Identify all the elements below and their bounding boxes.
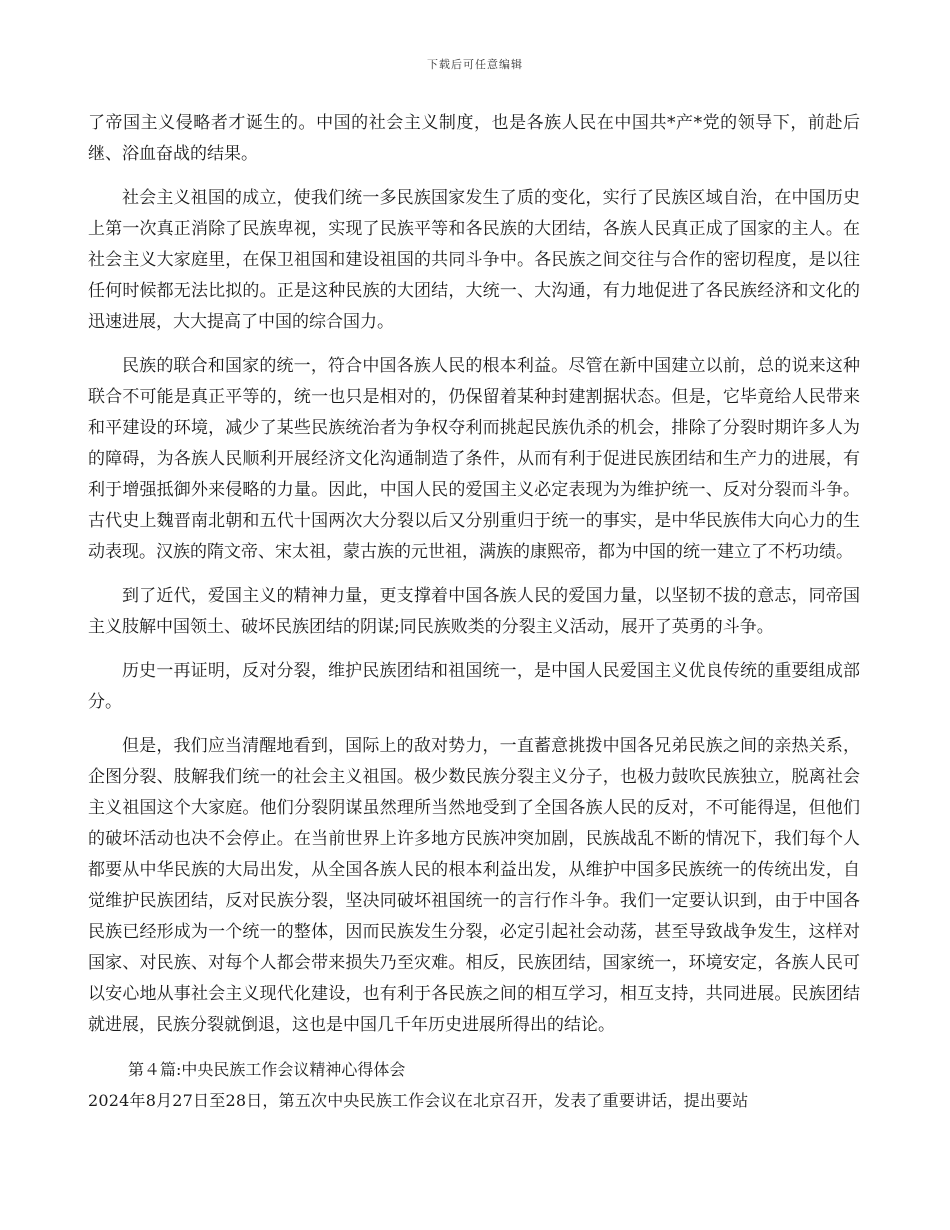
paragraph-1: 了帝国主义侵略者才诞生的。中国的社会主义制度，也是各族人民在中国共*产*党的领导下，前赴后继、浴血奋战的结果。 <box>88 113 860 164</box>
page-header: 下载后可任意编辑 <box>427 58 523 71</box>
document-body <box>88 108 860 1116</box>
paragraph-6: 但是，我们应当清醒地看到，国际上的敌对势力，一直蓄意挑拨中国各兄弟民族之间的亲热关系，企图分裂、肢解我们统一的社会主义祖国。极少数民族分裂主义分子，也极力鼓吹民族独立，脱离社会主义祖国这个大家庭。他们分裂阴谋虽然理所当然地受到了全国各族人民的反对，不可能得逞，但他们的破坏活动也决不会停止。在当前世界上许多地方民族冲突加剧，民族战乱不断的情况下，我们每个人都要从中华民族的大局出发，从全国各族人民的根本利益出发，从维护中国多民族统一的传统出发，自觉维护民族团结，反对民族分裂，坚决同破坏祖国统一的言行作斗争。我们一定要认识到，由于中国各民族已经形成为一个统一的整体，因而民族发生分裂，必定引起社会动荡，甚至导致战争发生，这样对国家、对民族、对每个人都会带来损失乃至灾难。相反，民族团结，国家统一，环境安定，各族人民可以安心地从事社会主义现代化建设，也有利于各民族之间的相互学习，相互支持，共同进展。民族团结就进展，民族分裂就倒退，这也是中国几千年历史进展所得出的结论。 <box>88 736 860 1035</box>
paragraph-5: 历史一再证明，反对分裂，维护民族团结和祖国统一，是中国人民爱国主义优良传统的重要组成部分。 <box>88 661 860 712</box>
section-heading: 第４篇:中央民族工作会议精神心得体会 <box>128 1060 406 1079</box>
paragraph-2: 社会主义祖国的成立，使我们统一多民族国家发生了质的变化，实行了民族区域自治，在中国历史上第一次真正消除了民族卑视，实现了民族平等和各民族的大团结，各族人民真正成了国家的主人。在社会主义大家庭里，在保卫祖国和建设祖国的共同斗争中。各民族之间交往与合作的密切程度，是以往任何时候都无法比拟的。正是这种民族的大团结，大统一、大沟通，有力地促进了各民族经济和文化的迅速进展，大大提高了中国的综合国力。 <box>88 188 860 332</box>
paragraph-3: 民族的联合和国家的统一，符合中国各族人民的根本利益。尽管在新中国建立以前，总的说来这种联合不可能是真正平等的，统一也只是相对的，仍保留着某种封建割据状态。但是，它毕竟给人民带来和平建设的环境，减少了某些民族统治者为争权夺利而挑起民族仇杀的机会，排除了分裂时期许多人为的障碍，为各族人民顺利开展经济文化沟通制造了条件，从而有利于促进民族团结和生产力的进展，有利于增强抵御外来侵略的力量。因此，中国人民的爱国主义必定表现为为维护统一、反对分裂而斗争。古代史上魏晋南北朝和五代十国两次大分裂以后又分别重归于统一的事实，是中华民族伟大向心力的生动表现。汉族的隋文帝、宋太祖，蒙古族的元世祖，满族的康熙帝，都为中国的统一建立了不朽功绩。 <box>88 356 860 562</box>
paragraph-4: 到了近代，爱国主义的精神力量，更支撑着中国各族人民的爱国力量，以坚韧不拔的意志，同帝国主义肢解中国领土、破坏民族团结的阴谋;同民族败类的分裂主义活动，展开了英勇的斗争。 <box>88 586 860 637</box>
section-first-line: 2024年8月27日至28日，第五次中央民族工作会议在北京召开，发表了重要讲话，提出要站 <box>88 1091 749 1110</box>
